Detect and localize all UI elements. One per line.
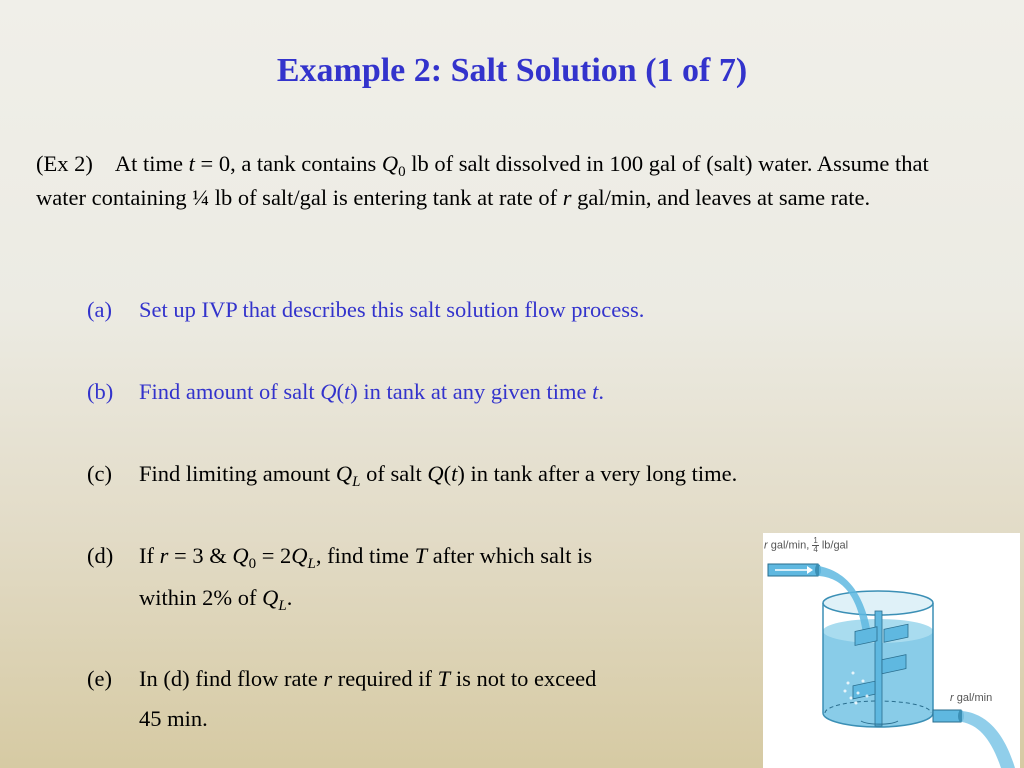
part-c-label: (c)	[87, 461, 112, 486]
tank-illustration	[763, 533, 1020, 768]
outflow-label: r gal/min	[950, 692, 993, 704]
problem-statement: (Ex 2) At time t = 0, a tank contains $Q_0$ lb of salt dissolved in 100 gal of (salt) water. Assume that water containing ¼ lb of salt/gal is entering tank at rate of r gal/min, and leaves at same rate.	[36, 151, 929, 210]
part-d-continuation: within 2% of $Q_L$.	[139, 585, 293, 614]
part-b-label: (b)	[87, 379, 114, 404]
part-b: (b) Find amount of salt Q(t) in tank at any given time t.	[87, 375, 604, 409]
outflow-pipe	[933, 710, 961, 722]
part-a-label: (a)	[87, 297, 112, 322]
part-c: (c) Find limiting amount $Q_L$ of salt Q(t) in tank after a very long time.	[87, 457, 737, 491]
inflow-label: r gal/min, $\frac{1}{4}$ lb/gal	[764, 536, 849, 554]
part-e-continuation: 45 min.	[139, 706, 208, 731]
slide-title: Example 2: Salt Solution (1 of 7)	[276, 52, 748, 89]
part-d-label: (d)	[87, 543, 114, 568]
part-e: (e) In (d) find flow rate r required if T is not to exceed 45 min.	[87, 662, 596, 736]
part-d: (d) If r = 3 & $Q_0 = 2Q_L$, find time T after which salt is within 2% of $Q_L$.	[87, 539, 592, 615]
part-e-label: (e)	[87, 666, 112, 691]
problem-label: (Ex 2)	[36, 151, 93, 176]
part-a: (a) Set up IVP that describes this salt solution flow process.	[87, 293, 644, 327]
tank-figure	[763, 533, 1020, 768]
fraction-one-quarter: $\frac{1}{4}$	[813, 536, 818, 554]
